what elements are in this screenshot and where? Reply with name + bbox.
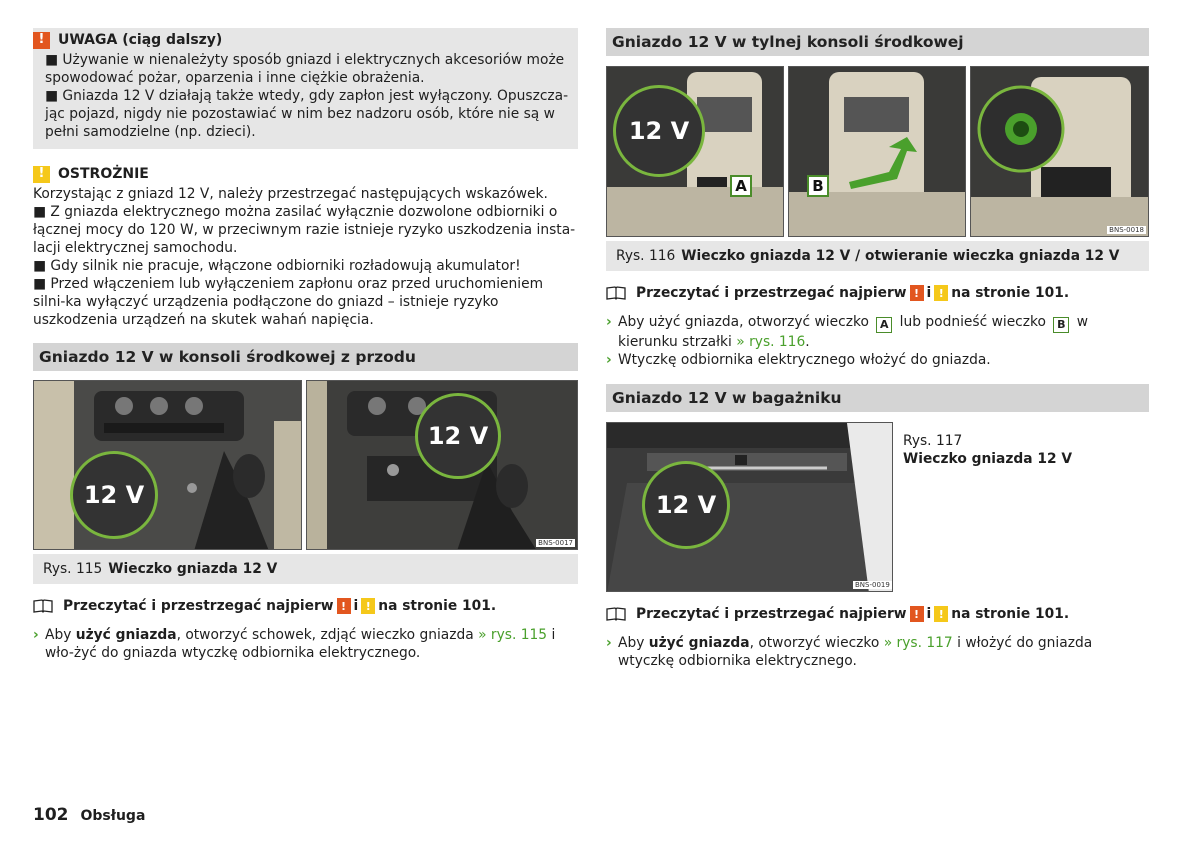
rear-step-2: › Wtyczkę odbiornika elektrycznego włożyć do gniazda.: [606, 352, 991, 368]
caution-title: OSTROŻNIE: [58, 166, 149, 182]
rear-figure: [606, 66, 1149, 237]
label-b: B: [807, 175, 829, 197]
rear-read-first: Przeczytać i przestrzegać najpierw ! i ! na stronie 101.: [606, 285, 1149, 301]
voltage-bubble: 12 V: [70, 451, 158, 539]
warning-item: ■ Używanie w nienależyty sposób gniazd i elektrycznych akcesoriów może spowodować pożar, oparzenia i inne ciężkie obrażenia.: [45, 52, 565, 86]
rear-step-1: › Aby użyć gniazda, otworzyć wieczko A lub podnieść wieczko B w kierunku strzałki » rys. 116.: [606, 314, 1089, 350]
front-figure: [33, 380, 578, 550]
section-name: Obsługa: [80, 808, 146, 824]
page-footer: [33, 805, 145, 825]
trunk-read-first: Przeczytać i przestrzegać najpierw ! i ! na stronie 101.: [606, 606, 1149, 622]
step-arrow-icon: ›: [606, 314, 612, 330]
warning-item: ■ Gniazda 12 V działają także wtedy, gdy zapłon jest wyłączony. Opuszcza-jąc pojazd, nigdy nie pozostawiać w nim bez nadzoru osób, które nie są w pełni samodzielne (np. dzieci).: [45, 88, 569, 140]
figure-link[interactable]: » rys. 115: [478, 627, 548, 643]
voltage-bubble: 12 V: [415, 393, 501, 479]
rear-photo-3: [970, 66, 1149, 237]
figure-link[interactable]: » rys. 116: [736, 334, 806, 350]
trunk-figure-row: [606, 422, 1149, 592]
figure-number: Rys. 115: [43, 561, 103, 577]
page-number: 102: [33, 805, 69, 825]
front-read-first: Przeczytać i przestrzegać najpierw ! i ! na stronie 101.: [33, 598, 578, 614]
front-step: › Aby użyć gniazda, otworzyć schowek, zdjąć wieczko gniazda » rys. 115 i wło-żyć do gniazda wtyczkę odbiornika elektrycznego.: [33, 627, 556, 661]
warning-icon: !: [910, 285, 924, 301]
figure-code: BNS-0019: [855, 581, 890, 589]
voltage-bubble: 12 V: [642, 461, 730, 549]
caution-item: ■ Przed włączeniem lub wyłączeniem zapłonu oraz przed uruchomieniem silni-ka wyłączyć urządzenia podłączone do gniazd – istnieje ryzyko uszkodzenia urządzeń na skutek wahań napięcia.: [33, 276, 544, 328]
caution-intro: Korzystając z gniazd 12 V, należy przestrzegać następujących wskazówek.: [33, 186, 548, 202]
caution-box: [33, 165, 578, 329]
caution-item-engine: ■ Gdy silnik nie pracuje, włączone odbiorniki rozładowują akumulator!: [33, 258, 521, 274]
front-caption: [33, 554, 578, 584]
figure-code: BNS-0017: [538, 539, 573, 547]
figure-title: Wieczko gniazda 12 V / otwieranie wieczka gniazda 12 V: [681, 248, 1120, 264]
console-illustration: [34, 381, 302, 550]
book-icon: [606, 286, 626, 300]
figure-title: Wieczko gniazda 12 V: [903, 451, 1073, 467]
step-arrow-icon: ›: [606, 352, 612, 368]
book-icon: [606, 607, 626, 621]
warning-icon: !: [33, 32, 50, 49]
label-b: B: [1053, 317, 1069, 333]
front-section-heading: Gniazdo 12 V w konsoli środkowej z przodu: [33, 343, 578, 371]
rear-photo-1: [606, 66, 784, 237]
trunk-section-heading: Gniazdo 12 V w bagażniku: [606, 384, 1149, 412]
step-arrow-icon: ›: [606, 635, 612, 651]
caution-icon: !: [33, 166, 50, 183]
label-a: A: [730, 175, 752, 197]
rear-caption: [606, 241, 1149, 271]
warning-icon: !: [337, 598, 351, 614]
front-photo-2: [306, 380, 578, 550]
warning-header: [33, 31, 572, 49]
caution-item: ■ Z gniazda elektrycznego można zasilać wyłącznie dozwolone odbiorniki o łącznej mocy do 120 W, w przeciwnym razie istnieje ryzyko uszkodzenia insta-lacji elektrycznej samochodu.: [33, 204, 576, 256]
rear-console-illustration: [789, 67, 966, 237]
caution-icon: !: [934, 285, 948, 301]
figure-link[interactable]: » rys. 117: [883, 635, 953, 651]
warning-icon: !: [910, 606, 924, 622]
figure-number: Rys. 117: [903, 433, 963, 449]
front-photo-1: [33, 380, 302, 550]
caution-icon: !: [361, 598, 375, 614]
right-column: [606, 28, 1149, 670]
left-column: [33, 28, 578, 662]
caution-icon: !: [934, 606, 948, 622]
figure-code: BNS-0018: [1109, 226, 1144, 234]
voltage-bubble: 12 V: [613, 85, 705, 177]
trunk-step: › Aby użyć gniazda, otworzyć wieczko » rys. 117 i włożyć do gniazda wtyczkę odbiornika elektrycznego.: [606, 635, 1093, 669]
trunk-photo: [606, 422, 893, 592]
figure-title: Wieczko gniazda 12 V: [108, 561, 278, 577]
step-arrow-icon: ›: [33, 627, 39, 643]
rear-photo-2: [788, 66, 966, 237]
rear-section-heading: Gniazdo 12 V w tylnej konsoli środkowej: [606, 28, 1149, 56]
book-icon: [33, 599, 53, 613]
label-a: A: [876, 317, 892, 333]
warning-box: [33, 28, 578, 149]
figure-number: Rys. 116: [616, 248, 676, 264]
rear-console-illustration: [971, 67, 1149, 237]
trunk-caption: [893, 422, 1072, 592]
caution-header: [33, 165, 578, 183]
warning-title: UWAGA (ciąg dalszy): [58, 32, 223, 48]
